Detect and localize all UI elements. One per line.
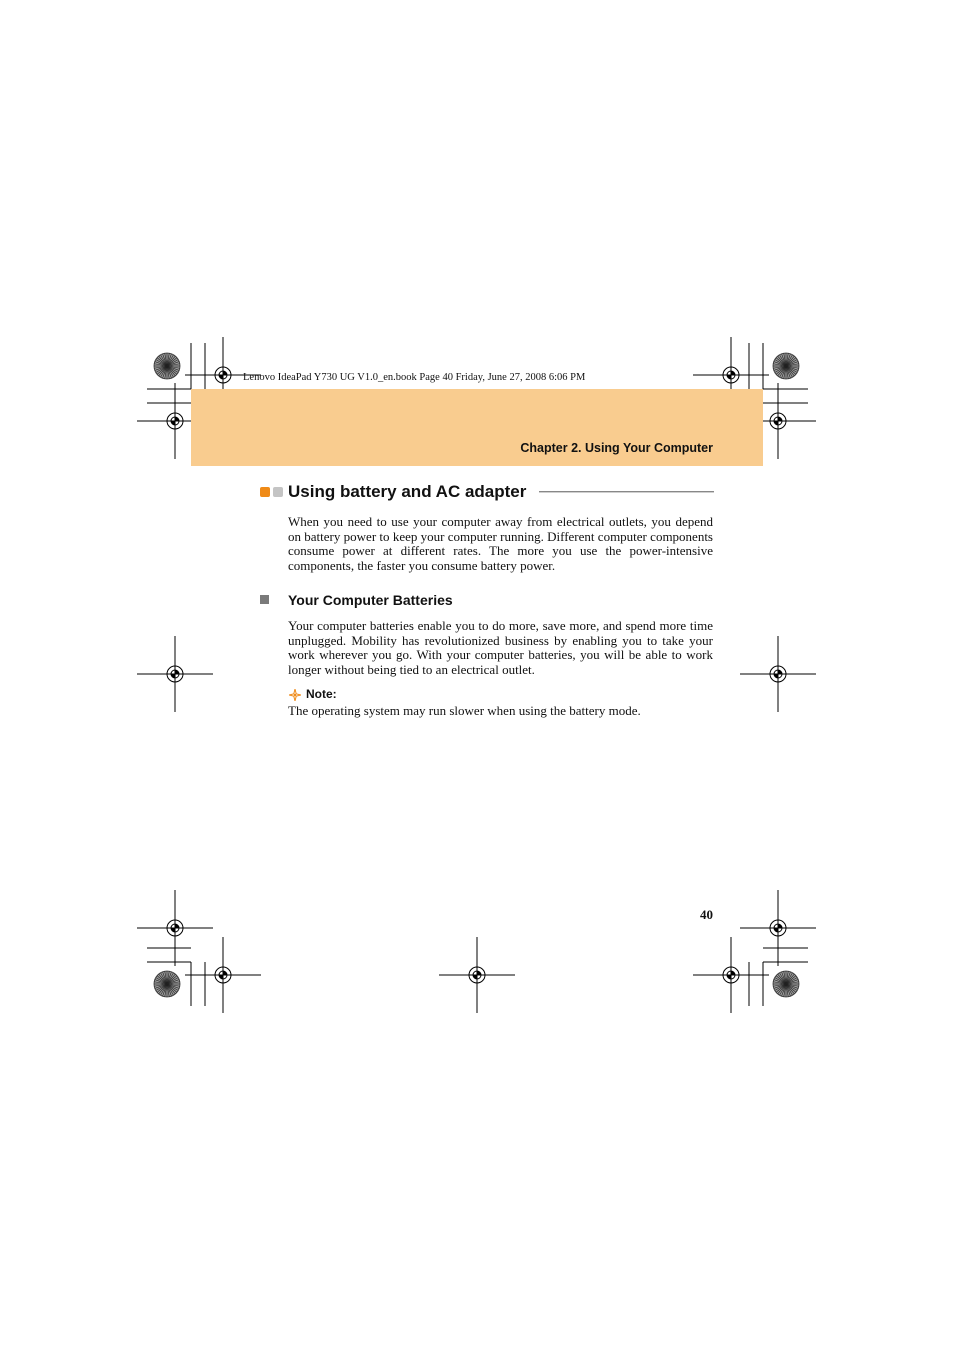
reg-target-bottom-right (693, 937, 769, 1013)
note-text: The operating system may run slower when using the battery mode. (288, 703, 641, 718)
square-bullet-icon (260, 595, 269, 604)
reg-target-bottom-left (185, 937, 261, 1013)
starburst-mark-bottom-left (154, 971, 180, 997)
starburst-mark-top-right (773, 353, 799, 379)
section-title: Using battery and AC adapter (288, 482, 527, 501)
subsection-title: Your Computer Batteries (288, 592, 453, 608)
intro-paragraph: When you need to use your computer away from electrical outlets, you depend on battery power to keep your computer running. Different computer components consume power at different rates. The more you use the power-intensive components, the faster you consume battery power. (288, 514, 713, 573)
reg-target-bottom-center (439, 937, 515, 1013)
reg-target-lower-right (740, 890, 816, 966)
starburst-mark-bottom-right (773, 971, 799, 997)
starburst-mark-top-left (154, 353, 180, 379)
print-slug: Lenovo IdeaPad Y730 UG V1.0_en.book Page 40 Friday, June 27, 2008 6:06 PM (243, 372, 586, 383)
section-rule (539, 491, 714, 493)
orange-square-icon (260, 487, 270, 497)
page-number: 40 (700, 907, 713, 922)
chapter-title: Chapter 2. Using Your Computer (520, 441, 713, 455)
note-icon (289, 689, 301, 701)
reg-target-lower-left (137, 890, 213, 966)
reg-target-mid-left (137, 636, 213, 712)
gray-square-icon (273, 487, 283, 497)
batteries-paragraph: Your computer batteries enable you to do more, save more, and spend more time unplugged. Mobility has revolutionized business by enabling you to take your work wherever you go. With your computer batteries, you will be able to work longer without being tied to an electrical outlet. (288, 618, 713, 677)
note-label: Note: (306, 687, 337, 701)
reg-target-mid-right (740, 636, 816, 712)
